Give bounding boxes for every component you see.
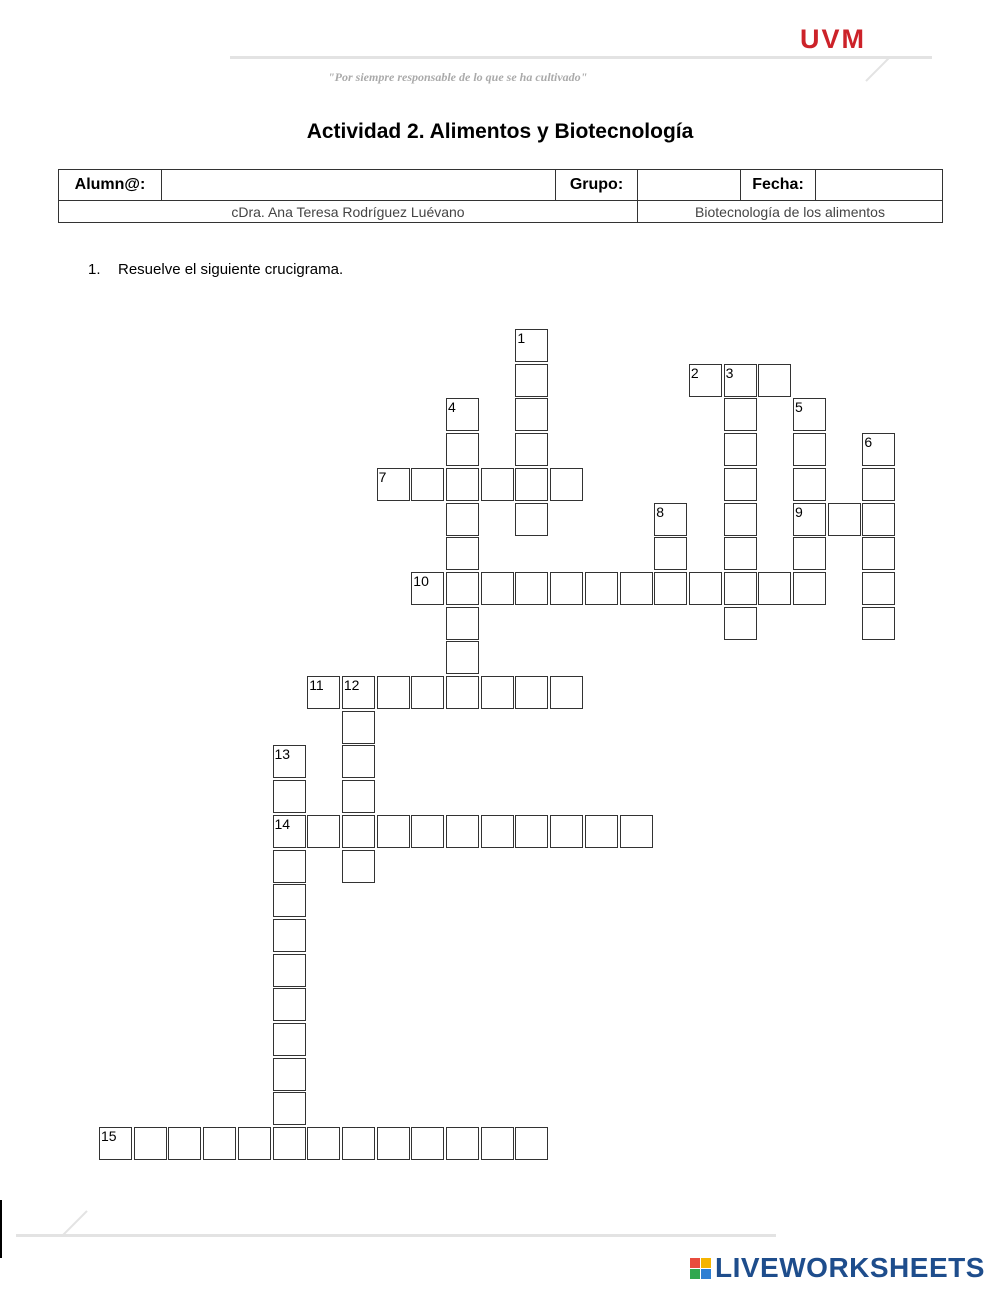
crossword-cell[interactable] xyxy=(342,850,375,883)
motto: "Por siempre responsable de lo que se ha cultivado" xyxy=(328,70,588,84)
uvm-logo: UVM xyxy=(800,24,866,54)
crossword-cell[interactable] xyxy=(99,1127,132,1160)
margin-bar xyxy=(0,1200,2,1258)
crossword-cell[interactable] xyxy=(446,815,479,848)
crossword-cell[interactable] xyxy=(342,780,375,813)
crossword-cell[interactable] xyxy=(307,815,340,848)
group-field[interactable] xyxy=(638,170,741,201)
crossword-cell[interactable] xyxy=(862,468,895,501)
crossword-cell[interactable] xyxy=(515,1127,548,1160)
crossword-cell[interactable] xyxy=(273,1092,306,1125)
crossword-cell[interactable] xyxy=(550,815,583,848)
group-label: Grupo: xyxy=(556,170,638,201)
header-divider xyxy=(230,56,932,59)
crossword-cell[interactable] xyxy=(515,468,548,501)
crossword-cell[interactable] xyxy=(342,815,375,848)
crossword-cell[interactable] xyxy=(446,503,479,536)
crossword-cell[interactable] xyxy=(515,503,548,536)
clue-number: 6 xyxy=(864,434,873,451)
crossword-cell[interactable] xyxy=(446,607,479,640)
crossword-cell[interactable] xyxy=(273,745,306,778)
crossword-cell[interactable] xyxy=(828,503,861,536)
crossword-cell[interactable] xyxy=(515,364,548,397)
crossword-cell[interactable] xyxy=(411,676,444,709)
student-field[interactable] xyxy=(162,170,556,201)
crossword-cell[interactable] xyxy=(446,572,479,605)
header-slash-decoration xyxy=(865,56,890,81)
crossword-cell[interactable] xyxy=(654,503,687,536)
crossword-cell[interactable] xyxy=(342,1127,375,1160)
crossword-cell[interactable] xyxy=(481,572,514,605)
crossword-cell[interactable] xyxy=(862,572,895,605)
instruction-number: 1. xyxy=(88,261,101,278)
crossword-cell[interactable] xyxy=(446,537,479,570)
crossword-cell[interactable] xyxy=(446,641,479,674)
crossword-cell[interactable] xyxy=(446,676,479,709)
crossword-cell[interactable] xyxy=(273,1058,306,1091)
crossword-cell[interactable] xyxy=(377,815,410,848)
crossword-cell[interactable] xyxy=(481,815,514,848)
crossword-cell[interactable] xyxy=(515,676,548,709)
clue-number: 15 xyxy=(101,1128,117,1145)
crossword-cell[interactable] xyxy=(758,572,791,605)
liveworksheets-icon xyxy=(690,1258,711,1279)
crossword-cell[interactable] xyxy=(411,572,444,605)
clue-number: 5 xyxy=(795,399,803,416)
crossword-cell[interactable] xyxy=(862,537,895,570)
crossword-cell[interactable] xyxy=(724,468,757,501)
crossword-cell[interactable] xyxy=(273,884,306,917)
crossword-cell[interactable] xyxy=(273,815,306,848)
clue-number: 7 xyxy=(378,468,387,485)
crossword-cell[interactable] xyxy=(168,1127,201,1160)
crossword-cell[interactable] xyxy=(793,572,826,605)
crossword-cell[interactable] xyxy=(238,1127,271,1160)
icon-square xyxy=(701,1258,711,1268)
crossword-cell[interactable] xyxy=(446,468,479,501)
crossword-cell[interactable] xyxy=(273,954,306,987)
crossword-cell[interactable] xyxy=(862,503,895,536)
clue-number: 8 xyxy=(656,503,664,520)
crossword-cell[interactable] xyxy=(793,398,826,431)
crossword-cell[interactable] xyxy=(724,503,757,536)
clue-number: 2 xyxy=(690,364,699,381)
instruction xyxy=(88,261,343,278)
crossword-cell[interactable] xyxy=(585,815,618,848)
crossword-cell[interactable] xyxy=(377,1127,410,1160)
crossword-cell[interactable] xyxy=(134,1127,167,1160)
crossword-cell[interactable] xyxy=(620,572,653,605)
teacher-name: cDra. Ana Teresa Rodríguez Luévano xyxy=(59,201,638,223)
crossword-cell[interactable] xyxy=(481,1127,514,1160)
crossword-cell[interactable] xyxy=(862,433,895,466)
crossword-cell[interactable] xyxy=(585,572,618,605)
liveworksheets-brand xyxy=(690,1252,985,1284)
crossword-cell[interactable] xyxy=(620,815,653,848)
subject-name: Biotecnología de los alimentos xyxy=(638,201,943,223)
crossword-cell[interactable] xyxy=(307,1127,340,1160)
clue-number: 4 xyxy=(448,399,456,416)
crossword-cell[interactable] xyxy=(654,537,687,570)
crossword-cell[interactable] xyxy=(273,988,306,1021)
crossword-cell[interactable] xyxy=(515,815,548,848)
clue-number: 1 xyxy=(517,330,526,346)
crossword-cell[interactable] xyxy=(793,537,826,570)
crossword-cell[interactable] xyxy=(342,676,375,709)
crossword-cell[interactable] xyxy=(724,398,757,431)
clue-number: 12 xyxy=(343,677,360,693)
crossword-cell[interactable] xyxy=(273,850,306,883)
crossword-cell[interactable] xyxy=(342,745,375,778)
crossword-cell[interactable] xyxy=(724,433,757,466)
footer-divider xyxy=(16,1234,776,1237)
crossword-cell[interactable] xyxy=(550,572,583,605)
crossword-cell[interactable] xyxy=(550,468,583,501)
crossword-cell[interactable] xyxy=(481,676,514,709)
crossword-cell[interactable] xyxy=(411,1127,444,1160)
clue-number: 13 xyxy=(274,746,291,763)
crossword-cell[interactable] xyxy=(862,607,895,640)
clue-number: 9 xyxy=(795,503,803,520)
crossword-cell[interactable] xyxy=(724,607,757,640)
crossword-cell[interactable] xyxy=(203,1127,236,1160)
crossword-cell[interactable] xyxy=(446,433,479,466)
crossword-cell[interactable] xyxy=(515,572,548,605)
clue-number: 3 xyxy=(725,364,734,381)
info-table xyxy=(58,169,943,223)
crossword-cell[interactable] xyxy=(481,468,514,501)
page-title: Actividad 2. Alimentos y Biotecnología xyxy=(306,120,694,143)
crossword-cell[interactable] xyxy=(724,537,757,570)
clue-number: 11 xyxy=(309,677,324,693)
crossword-cell[interactable] xyxy=(793,503,826,536)
crossword-cell[interactable] xyxy=(793,433,826,466)
crossword-cell[interactable] xyxy=(377,676,410,709)
icon-square xyxy=(690,1258,700,1268)
student-label: Alumn@: xyxy=(59,170,162,201)
crossword-cell[interactable] xyxy=(307,676,340,709)
crossword-cell[interactable] xyxy=(515,398,548,431)
icon-square xyxy=(690,1269,700,1279)
crossword-cell[interactable] xyxy=(793,468,826,501)
footer-slash-decoration xyxy=(62,1210,87,1235)
crossword-cell[interactable] xyxy=(689,572,722,605)
crossword-cell[interactable] xyxy=(273,919,306,952)
clue-number: 14 xyxy=(274,815,291,832)
crossword-cell[interactable] xyxy=(446,398,479,431)
instruction-text: Resuelve el siguiente crucigrama. xyxy=(118,261,344,278)
crossword-cell[interactable] xyxy=(724,364,757,397)
crossword-cell[interactable] xyxy=(654,572,687,605)
crossword-cell[interactable] xyxy=(724,572,757,605)
crossword-cell[interactable] xyxy=(273,1023,306,1056)
date-label: Fecha: xyxy=(741,170,816,201)
crossword-cell[interactable] xyxy=(411,468,444,501)
crossword-cell[interactable] xyxy=(689,364,722,397)
crossword-cell[interactable] xyxy=(550,676,583,709)
crossword-cell[interactable] xyxy=(446,1127,479,1160)
crossword-cell[interactable] xyxy=(273,1127,306,1160)
icon-square xyxy=(701,1269,711,1279)
crossword-cell[interactable] xyxy=(377,468,410,501)
crossword-cell[interactable] xyxy=(342,711,375,744)
crossword-cell[interactable] xyxy=(411,815,444,848)
crossword-cell[interactable] xyxy=(515,329,548,362)
date-field[interactable] xyxy=(816,170,943,201)
crossword-cell[interactable] xyxy=(515,433,548,466)
crossword-cell[interactable] xyxy=(758,364,791,397)
crossword-cell[interactable] xyxy=(273,780,306,813)
liveworksheets-text: LIVEWORKSHEETS xyxy=(715,1252,985,1283)
clue-number: 10 xyxy=(413,572,429,589)
